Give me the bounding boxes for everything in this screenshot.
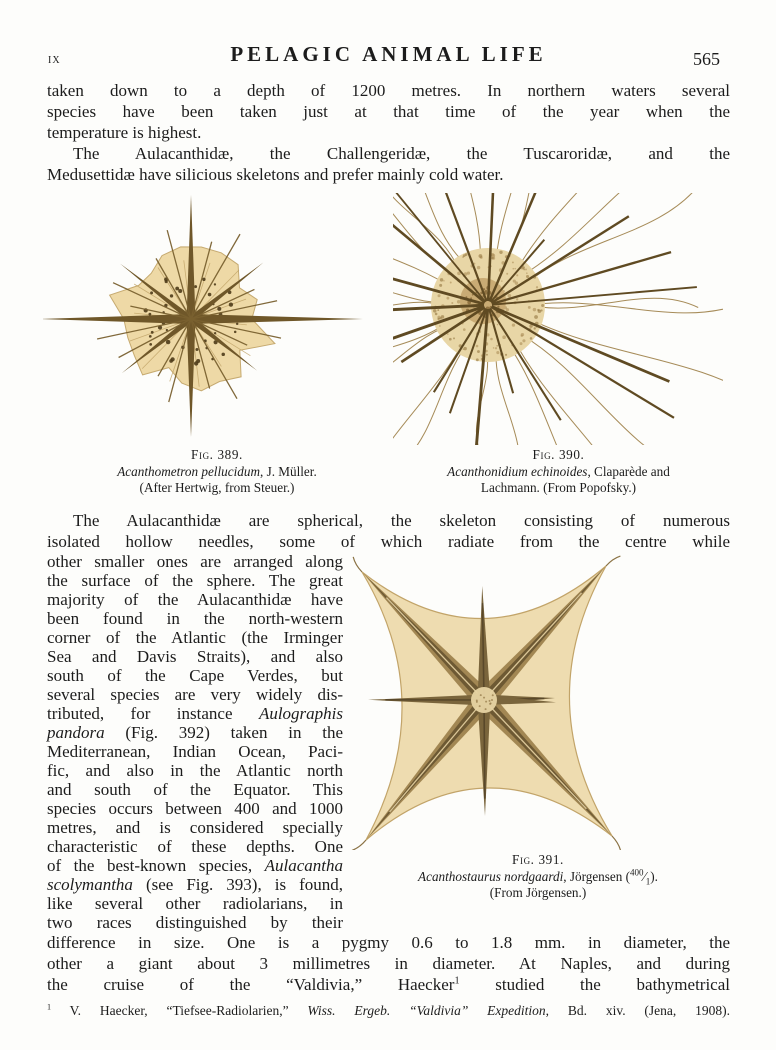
text-line: fic, and also in the Atlantic north xyxy=(47,761,343,780)
radiolarian-acanthonidium-illustration xyxy=(393,193,723,445)
text-line: (From Jörgensen.) xyxy=(489,885,587,900)
figure-390 xyxy=(387,193,730,496)
text-line: The Aulacanthidæ are spherical, the skeleton consisting of numerous xyxy=(73,511,730,530)
text-line: Acanthometron pellucidum, J. Müller. xyxy=(117,464,317,479)
text-line: Mediterranean, Indian Ocean, Paci- xyxy=(47,742,343,761)
text-line: Acanthostaurus nordgaardi, Jörgensen $(^{400}⁄_1)$. xyxy=(418,867,658,887)
text-line: (After Hertwig, from Steuer.) xyxy=(139,480,295,495)
text-line: scolymantha (see Fig. 393), is found, xyxy=(47,875,343,894)
text-line: two races distinguished by their xyxy=(47,913,343,932)
paragraph-families xyxy=(47,143,730,185)
text-line: of the best-known species, Aulacantha xyxy=(47,856,343,875)
paragraph-aulacanthidae xyxy=(47,510,730,552)
text-line: characteristic of these depths. One xyxy=(47,837,343,856)
text-line: isolated hollow needles, some of which radiate from the centre while xyxy=(47,532,730,551)
text-line: other a giant about 3 millimetres in diameter. At Naples, and during xyxy=(47,954,730,973)
text-line: Acanthonidium echinoides, Claparède and xyxy=(447,464,670,479)
text-line: temperature is highest. xyxy=(47,123,202,142)
text-line: Medusettidæ have silicious skeletons and prefer mainly cold water. xyxy=(47,165,504,184)
text-and-figure-columns xyxy=(47,552,730,932)
text-line: several species are very widely dis- xyxy=(47,685,343,704)
text-line: corner of the Atlantic (the Irminger xyxy=(47,628,343,647)
radiolarian-acanthostaurus-illustration xyxy=(346,552,730,850)
figure-389-caption xyxy=(47,447,387,496)
text-line: species occurs between 400 and 1000 xyxy=(47,799,343,818)
text-line: Lachmann. (From Popofsky.) xyxy=(480,480,637,495)
text-line: been found in the north-western xyxy=(47,609,343,628)
text-line: Sea and Davis Straits), and also xyxy=(47,647,343,666)
running-head-title: PELAGIC ANIMAL LIFE xyxy=(230,42,547,66)
left-text-column xyxy=(47,552,343,932)
figure-389 xyxy=(47,193,387,496)
text-line: taken down to a depth of 1200 metres. In northern waters several xyxy=(47,81,730,100)
figure-390-caption xyxy=(387,447,730,496)
figure-391 xyxy=(346,552,730,932)
paragraph-bottom xyxy=(47,932,730,995)
text-line: $^1$ V. Haecker, “Tiefsee-Radiolarien,” Wiss. Ergeb. “Valdivia” Expedition, Bd. xiv. (Jena, 1908). xyxy=(47,1002,730,1018)
text-line: the surface of the sphere. The great xyxy=(47,571,343,590)
paragraph-depth xyxy=(47,80,730,143)
text-line: and south of the Equator. This xyxy=(47,780,343,799)
text-line: Fig. 391. xyxy=(512,852,564,867)
text-line: majority of the Aulacanthidæ have xyxy=(47,590,343,609)
text-line: The Aulacanthidæ, the Challengeridæ, the Tuscaroridæ, and the xyxy=(73,144,730,163)
chapter-signature: ix xyxy=(48,52,61,67)
text-line: metres, and is considered specially xyxy=(47,818,343,837)
footnote xyxy=(47,1002,730,1019)
text-line: pandora (Fig. 392) taken in the xyxy=(47,723,343,742)
text-line: Fig. 390. xyxy=(532,447,585,462)
figure-row xyxy=(47,193,730,496)
text-line: tributed, for instance Aulographis xyxy=(47,704,343,723)
radiolarian-acanthometron-illustration xyxy=(43,193,363,445)
text-line: species have been taken just at that time of the year when the xyxy=(47,102,730,121)
page-number: 565 xyxy=(693,49,720,69)
text-line: Fig. 389. xyxy=(191,447,243,462)
text-line: difference in size. One is a pygmy 0.6 to 1.8 mm. in diameter, the xyxy=(47,933,730,952)
text-line: south of the Cape Verdes, but xyxy=(47,666,343,685)
page-header xyxy=(47,0,730,70)
text-line: like several other radiolarians, in xyxy=(47,894,343,913)
text-line: other smaller ones are arranged along xyxy=(47,552,343,571)
text-line: the cruise of the “Valdivia,” Haecker$^1$ studied the bathymetrical xyxy=(47,975,730,994)
figure-391-caption xyxy=(346,852,730,901)
